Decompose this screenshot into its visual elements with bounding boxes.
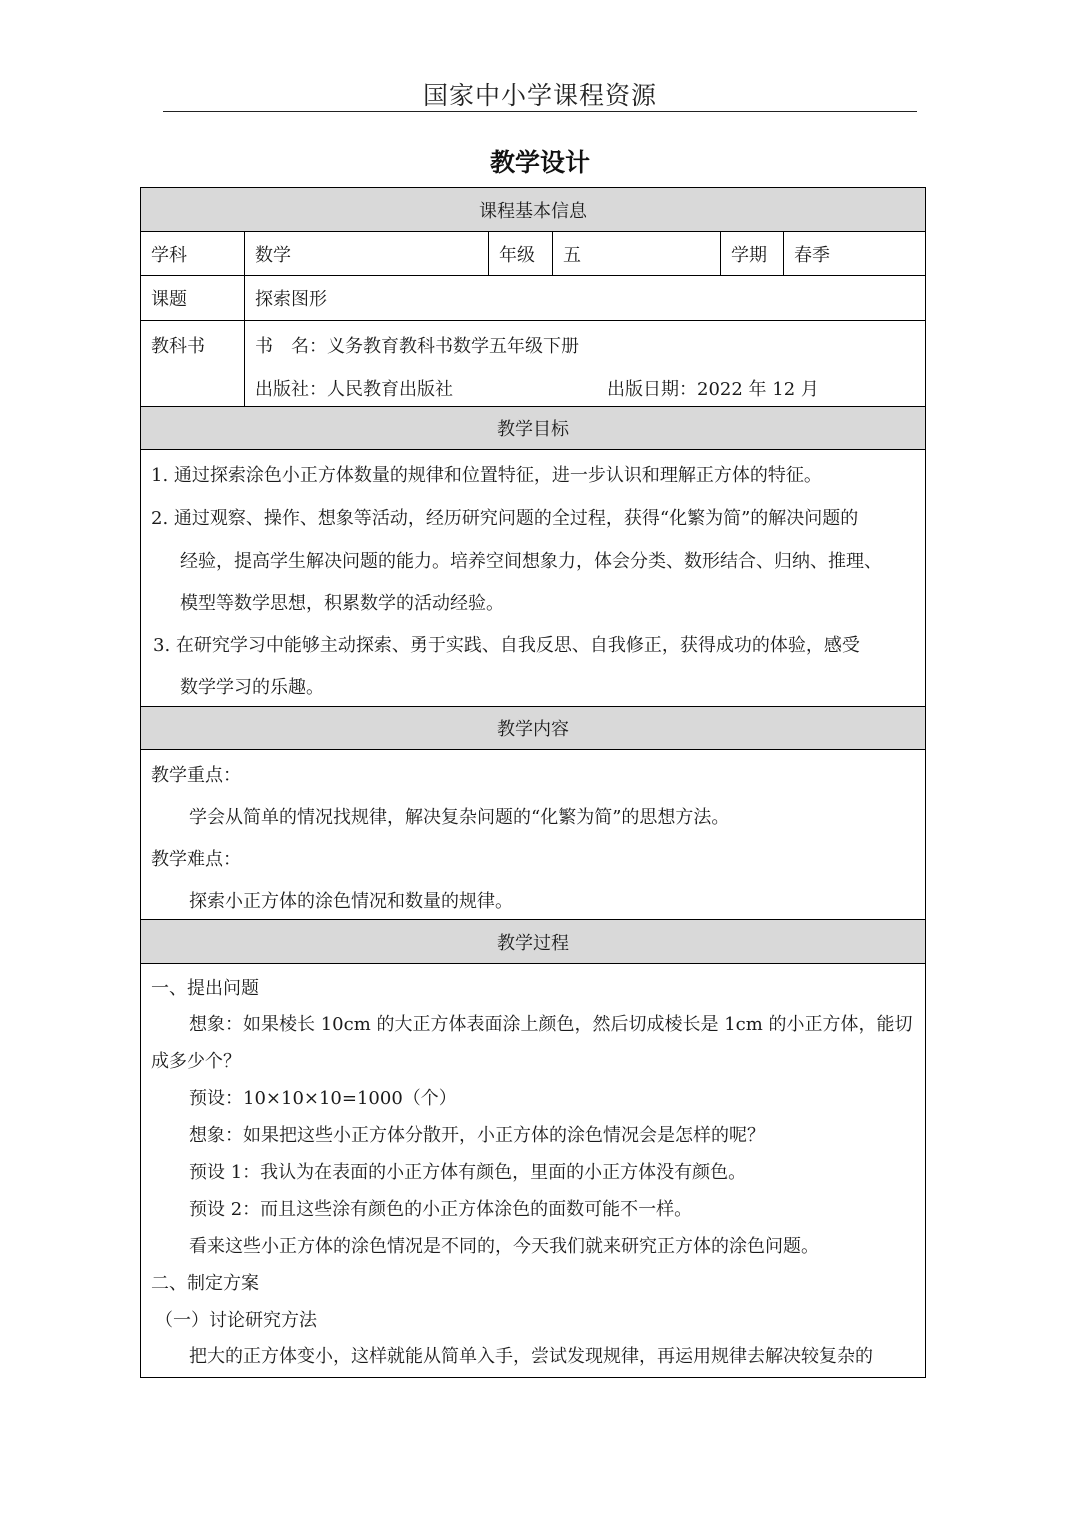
section-title: 教学内容: [497, 719, 569, 740]
objective-line: 经验，提高学生解决问题的能力。培养空间想象力，体会分类、数形结合、归纳、推理、: [180, 551, 882, 572]
process-body: [141, 964, 925, 1377]
textbook-value-cell: [245, 321, 925, 406]
section-header-basic-info: [141, 188, 925, 232]
section-title: 教学目标: [497, 419, 569, 440]
term-label-cell: 学期: [721, 232, 784, 275]
difficulty-text: 探索小正方体的涂色情况和数量的规律。: [189, 891, 513, 912]
term-value-cell: 春季: [794, 244, 830, 266]
grade-value-cell: 五: [553, 232, 721, 275]
process-line: 二、制定方案: [151, 1273, 259, 1294]
section-header-process: [141, 920, 925, 964]
lesson-plan-table: [140, 187, 926, 1378]
objective-line: 3. 在研究学习中能够主动探索、勇于实践、自我反思、自我修正，获得成功的体验，感受: [153, 635, 860, 656]
objective-line: 数学学习的乐趣。: [180, 677, 324, 698]
topic-row: [141, 276, 925, 321]
process-line: 预设 2：而且这些涂有颜色的小正方体涂色的面数可能不一样。: [189, 1199, 693, 1220]
objectives-body: [141, 450, 925, 707]
section-header-objectives: [141, 407, 925, 450]
process-line: 把大的正方体变小，这样就能从简单入手，尝试发现规律，再运用规律去解决较复杂的: [189, 1346, 873, 1367]
key-point-label: 教学重点：: [151, 765, 241, 786]
section-header-content: [141, 707, 925, 750]
process-line: 想象：如果棱长 10cm 的大正方体表面涂上颜色，然后切成棱长是 1cm 的小正方体，能切: [189, 1014, 913, 1035]
grade-label-cell: 年级: [489, 232, 553, 275]
objective-line: 1. 通过探索涂色小正方体数量的规律和位置特征，进一步认识和理解正方体的特征。: [151, 465, 822, 486]
process-line: 成多少个？: [151, 1051, 241, 1072]
section-title: 课程基本信息: [479, 200, 587, 222]
process-line: 看来这些小正方体的涂色情况是不同的，今天我们就来研究正方体的涂色问题。: [189, 1236, 819, 1257]
process-line: 预设：10×10×10=1000（个）: [189, 1088, 457, 1109]
process-line: 预设 1：我认为在表面的小正方体有颜色，里面的小正方体没有颜色。: [189, 1162, 747, 1183]
document-title: 教学设计: [489, 148, 590, 177]
textbook-row: [141, 321, 925, 407]
publisher: 出版社：人民教育出版社: [255, 379, 453, 400]
key-point-text: 学会从简单的情况找规律，解决复杂问题的“化繁为简”的思想方法。: [189, 807, 730, 828]
textbook-label-cell: 教科书: [141, 321, 245, 406]
subject-value-cell: 数学: [245, 232, 489, 275]
topic-label-cell: 课题: [141, 276, 245, 320]
difficulty-label: 教学难点：: [151, 849, 241, 870]
objective-line: 2. 通过观察、操作、想象等活动，经历研究问题的全过程，获得“化繁为简”的解决问题的: [151, 508, 859, 529]
section-title: 教学过程: [497, 932, 569, 954]
book-name: 书 名：义务教育教科书数学五年级下册: [255, 336, 579, 357]
subject-label-cell: 学科: [141, 232, 245, 275]
publication-date: 出版日期：2022 年 12 月: [607, 379, 819, 400]
subject-row: [141, 232, 925, 276]
header-divider: [163, 111, 917, 112]
resource-header-title: 国家中小学课程资源: [422, 81, 657, 110]
process-line: （一）讨论研究方法: [155, 1310, 317, 1331]
content-body: [141, 750, 925, 920]
topic-value-cell: 探索图形: [255, 289, 327, 310]
process-line: 一、提出问题: [151, 978, 259, 999]
process-line: 想象：如果把这些小正方体分散开，小正方体的涂色情况会是怎样的呢？: [189, 1125, 765, 1146]
objective-line: 模型等数学思想，积累数学的活动经验。: [180, 593, 504, 614]
